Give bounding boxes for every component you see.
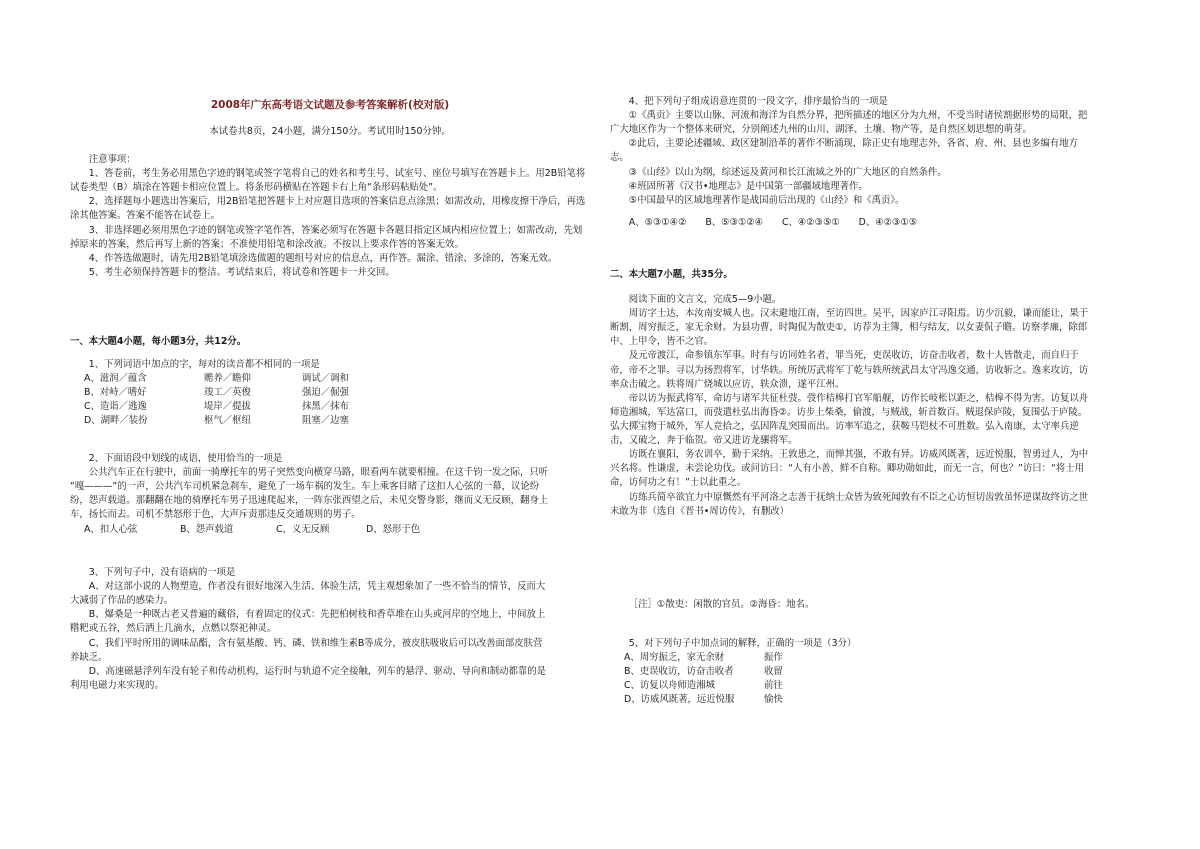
passage-line: 兴名将。性谦虚，未尝论功伐。或问访曰：“人有小善，鲜不自称。卿功勋如此，而无一言，何也？”访曰：“将士用: [610, 463, 1084, 475]
exam-info: 本试卷共8页，24小题，满分150分。考试用时150分钟。: [209, 126, 451, 137]
question-5: [610, 637, 1138, 708]
option-line: 利用电磁力来实现的。: [70, 679, 164, 691]
option-cell: B、吏误收访，访奋击收者: [624, 666, 734, 678]
option-line: 大减弱了作品的感染力。: [70, 595, 174, 607]
notice-item: 4、作答选做题时，请先用2B铅笔填涂选做题的题组号对应的信息点，再作答。漏涂、错涂、多涂的，答案无效。: [88, 252, 558, 264]
notice-item: 1、答卷前，考生务必用黑色字迹的钢笔或签字笔将自己的姓名和考生号、试室号、座位号填写在答题卡上。用2B铅笔将试卷类型（B）填涂在答题卡相应位置上。将条形码横贴在答题卡右上角“条形码粘贴处”。: [70, 168, 586, 194]
option-cell: 收留: [764, 666, 783, 678]
option-line: C、我们平时所用的调味品酯，含有氨基酸、钙、磷、铁和维生素B等成分，被皮肤吸收后可以改善面部皮肤营: [88, 637, 543, 649]
option-cell: 竣工／英俊: [204, 387, 251, 399]
option-row: [70, 386, 590, 400]
reading-passage: [610, 293, 1138, 519]
sentence-line: ④班固所著《汉书•地理志》是中国第一部疆域地理著作。: [628, 180, 868, 192]
passage-line: 断割，周穷振乏，家无余财。为县功曹，时陶侃为散吏①，访荐为主簿，相与结友，以女妻侃子瞻。访察孝廉，除郎: [610, 322, 1088, 334]
option-line: B、爆桑是一种既古老又普遍的藏俗，有着固定的仪式：先把柏树枝和香草堆在山头或河岸的空地上，中间放上: [88, 609, 546, 621]
option-line: A、对这部小说的人物塑造，作者没有很好地深入生活、体验生活，凭主观想象加了一些不恰当的情节，反而大: [88, 581, 546, 593]
passage-line: 未敢为非（选自《晋书•周访传》，有删改）: [610, 505, 789, 517]
passage-line: 帝，帝不之罪。寻以为扬烈将军，讨华轶。所统厉武将军丁乾与轶所统武昌太守冯逸交通，访收斩之。逸来攻访，访: [610, 364, 1089, 376]
option-cell: C、访复以舟师造湘城: [624, 680, 715, 692]
passage-note: ［注］①散吏：闲散的官员。②海昏：地名。: [628, 599, 815, 610]
passage-line: 帝以访为振武将军，命访与诸军共征杜弢。弢作桔槔打官军船舰，访作长岐枨以距之，桔槔不得为害。访复以舟: [628, 392, 1089, 404]
option-cell: 调试／调和: [302, 373, 349, 385]
passage-line: 弘大掷宝物于城外，军人竞拾之，弘因阵乱突围而出。访率军追之，获鞍马铠杖不可胜数。弘入南康，太守率兵逆: [610, 420, 1079, 432]
notice-item: 2、选择题每小题选出答案后，用2B铅笔把答题卡上对应题目选项的答案信息点涂黑；如需改动，用橡皮擦干净后，再选涂其他答案。答案不能答在试卷上。: [70, 196, 586, 222]
notice-heading: 注意事项：: [88, 154, 136, 165]
sentence-line: ③《山经》以山为纲，综述远及黄河和长江流域之外的广大地区的自然条件。: [628, 166, 947, 178]
passage-line: 访既在襄阳，务农训卒，勤于采纳。王敦患之，而惮其强，不敢有异。访威风既著，远近悦服，智勇过人，为中: [628, 449, 1089, 461]
option-cell: 强迫／倔强: [302, 387, 349, 399]
option-row: [610, 679, 1138, 693]
question-stem: 5、对下列句子中加点词的解释，正确的一项是（3分）: [628, 638, 857, 649]
option-row: [70, 523, 590, 537]
notice-block: [70, 153, 590, 280]
question-stem: 2、下面语段中划线的成语，使用恰当的一项是: [88, 453, 283, 464]
sentence-line: 广大地区作为一个整体来研究，分别阐述九州的山川、湖泽、土壤、物产等，是自然区划思想的萌芽。: [610, 124, 1032, 136]
question-stem: 1、下列词语中加点的字，每对的读音都不相同的一项是: [88, 359, 320, 370]
sentence-line: 志。: [610, 152, 629, 164]
question-4: [610, 95, 1138, 230]
passage-line: 率众击破之。轶将周广烧城以应访，轶众溃，遂平江州。: [610, 378, 845, 390]
option-cell: 堤岸／提拔: [204, 401, 251, 413]
option-cell: B、怨声载道: [180, 523, 234, 535]
option-cell: 愉快: [764, 694, 783, 706]
section-two-heading: 二、本大题7小题，共35分。: [610, 269, 733, 280]
option-cell: A、周穷振乏，家无余财: [624, 652, 725, 664]
passage-line: “嘎———”的一声，公共汽车司机紧急刹车，避免了一场车祸的发生。车上乘客目睹了这扣人心弦的一幕，议论纷: [70, 481, 540, 493]
option-cell: C、造诣／逃逸: [84, 401, 147, 413]
option-cell: 赡养／瞻仰: [204, 373, 251, 385]
page-title: 2008年广东高考语文试题及参考答案解析(校对版): [210, 99, 450, 111]
option-cell: A、扣人心弦: [84, 523, 138, 535]
option-cell: 振作: [764, 652, 783, 664]
option-cell: 前往: [764, 680, 783, 692]
option-line: 糌粑或五谷，然后洒上几滴水，点燃以祭祀神灵。: [70, 623, 277, 635]
option-row: [610, 651, 1138, 665]
question-1: [70, 358, 590, 429]
option-line: D、高速磁悬浮列车没有轮子和传动机构，运行时与轨道不完全接触，列车的悬浮、驱动、导向和制动都靠的是: [88, 665, 547, 677]
passage-line: 及元帝渡江，命参镇东军事。时有与访同姓名者，罪当死，吏误收访，访奋击收者，数十人皆散走，而自归于: [628, 350, 1079, 362]
reading-intro: 阅读下面的文言文，完成5—9小题。: [628, 294, 782, 305]
passage-line: 访练兵简卒欲宜力中原慨然有平河洛之志善于抚纳士众皆为致死闻敦有不臣之心访恒切齿敦虽怀逆谋故终访之世: [628, 491, 1089, 503]
option-row: [610, 693, 1138, 707]
option-row: [70, 400, 590, 414]
option-cell: A、滋润／蕴含: [84, 373, 147, 385]
question-3: [70, 566, 590, 693]
option-cell: C、义无反顾: [276, 523, 330, 535]
sentence-line: ②此后，主要论述疆域、政区建制沿革的著作不断涌现，除正史有地理志外，各省、府、州、县也多编有地方: [628, 138, 1078, 150]
option-row: [70, 372, 590, 386]
notice-item: 5、考生必须保持答题卡的整洁。考试结束后，将试卷和答题卡一并交回。: [88, 266, 395, 278]
passage-line: 车，扬长而去。司机不禁怒形于色，大声斥责那违反交通规则的男子。: [70, 509, 361, 521]
option-line: 养缺乏。: [70, 651, 108, 663]
question-2: [70, 452, 590, 537]
passage-line: 周访字士达，本汝南安城人也。汉末避地江南，至访四世。吴平，因家庐江寻阳焉。访少沉毅，谦而能让，果于: [628, 308, 1089, 320]
option-row: [70, 414, 590, 428]
sentence-line: ①《禹贡》主要以山脉、河流和海洋为自然分界，把所描述的地区分为九州，不受当时诸侯割据形势的局限，把: [628, 110, 1088, 122]
question-stem: 3、下列句子中，没有语病的一项是: [88, 567, 236, 578]
option-cell: 阻塞／边塞: [302, 415, 349, 427]
sentence-line: ⑤中国最早的区域地理著作是战国前后出现的《山经》和《禹贡》。: [628, 194, 905, 206]
passage-line: 纷，怨声载道。那翻翻在地的骑摩托车男子迅速爬起来，一阵东张西望之后，未见交警身影，继而义无反顾，翻身上: [70, 495, 549, 507]
question-options: A、⑤③①④② B、⑤③①②④ C、④②③⑤① D、④②③①⑤: [628, 216, 918, 228]
passage-line: 中、上甲令，皆不之官。: [610, 336, 714, 348]
notice-item: 3、非选择题必须用黑色字迹的钢笔或签字笔作答，答案必须写在答题卡各题目指定区域内相应位置上；如需改动，先划掉原来的答案，然后再写上新的答案；不准使用铅笔和涂改液。不按以上要求作答的答案无效。: [70, 224, 583, 250]
passage-line: 命，访何功之有！”士以此重之。: [610, 477, 747, 489]
passage-line: 击，又破之，奔于临贺。帝又进访龙骧将军。: [610, 435, 798, 447]
question-stem: 4、把下列句子组成语意连贯的一段文字，排序最恰当的一项是: [628, 96, 888, 107]
passage-line: 师造湘城，军达富口，而弢遣杜弘出海昏②。访步上柴桑，偷渡，与贼战，斩首数百。贼退保庐陵，复围弘于庐陵。: [610, 406, 1088, 418]
option-row: [610, 665, 1138, 679]
option-cell: D、访威风既著，远近悦服: [624, 694, 735, 706]
option-cell: 枢气／枢纽: [204, 415, 251, 427]
option-cell: D、怒形于色: [366, 523, 421, 535]
option-cell: D、湖畔／装扮: [84, 415, 148, 427]
section-one-heading: 一、本大题4小题，每小题3分，共12分。: [70, 336, 247, 347]
passage-line: 公共汽车正在行驶中，前面一骑摩托车的男子突然变向横穿马路，眼看两车就要相撞。在这千钧一发之际，只听: [88, 467, 549, 479]
option-cell: 抹黑／抹布: [302, 401, 349, 413]
option-cell: B、对峙／嗜好: [84, 387, 147, 399]
